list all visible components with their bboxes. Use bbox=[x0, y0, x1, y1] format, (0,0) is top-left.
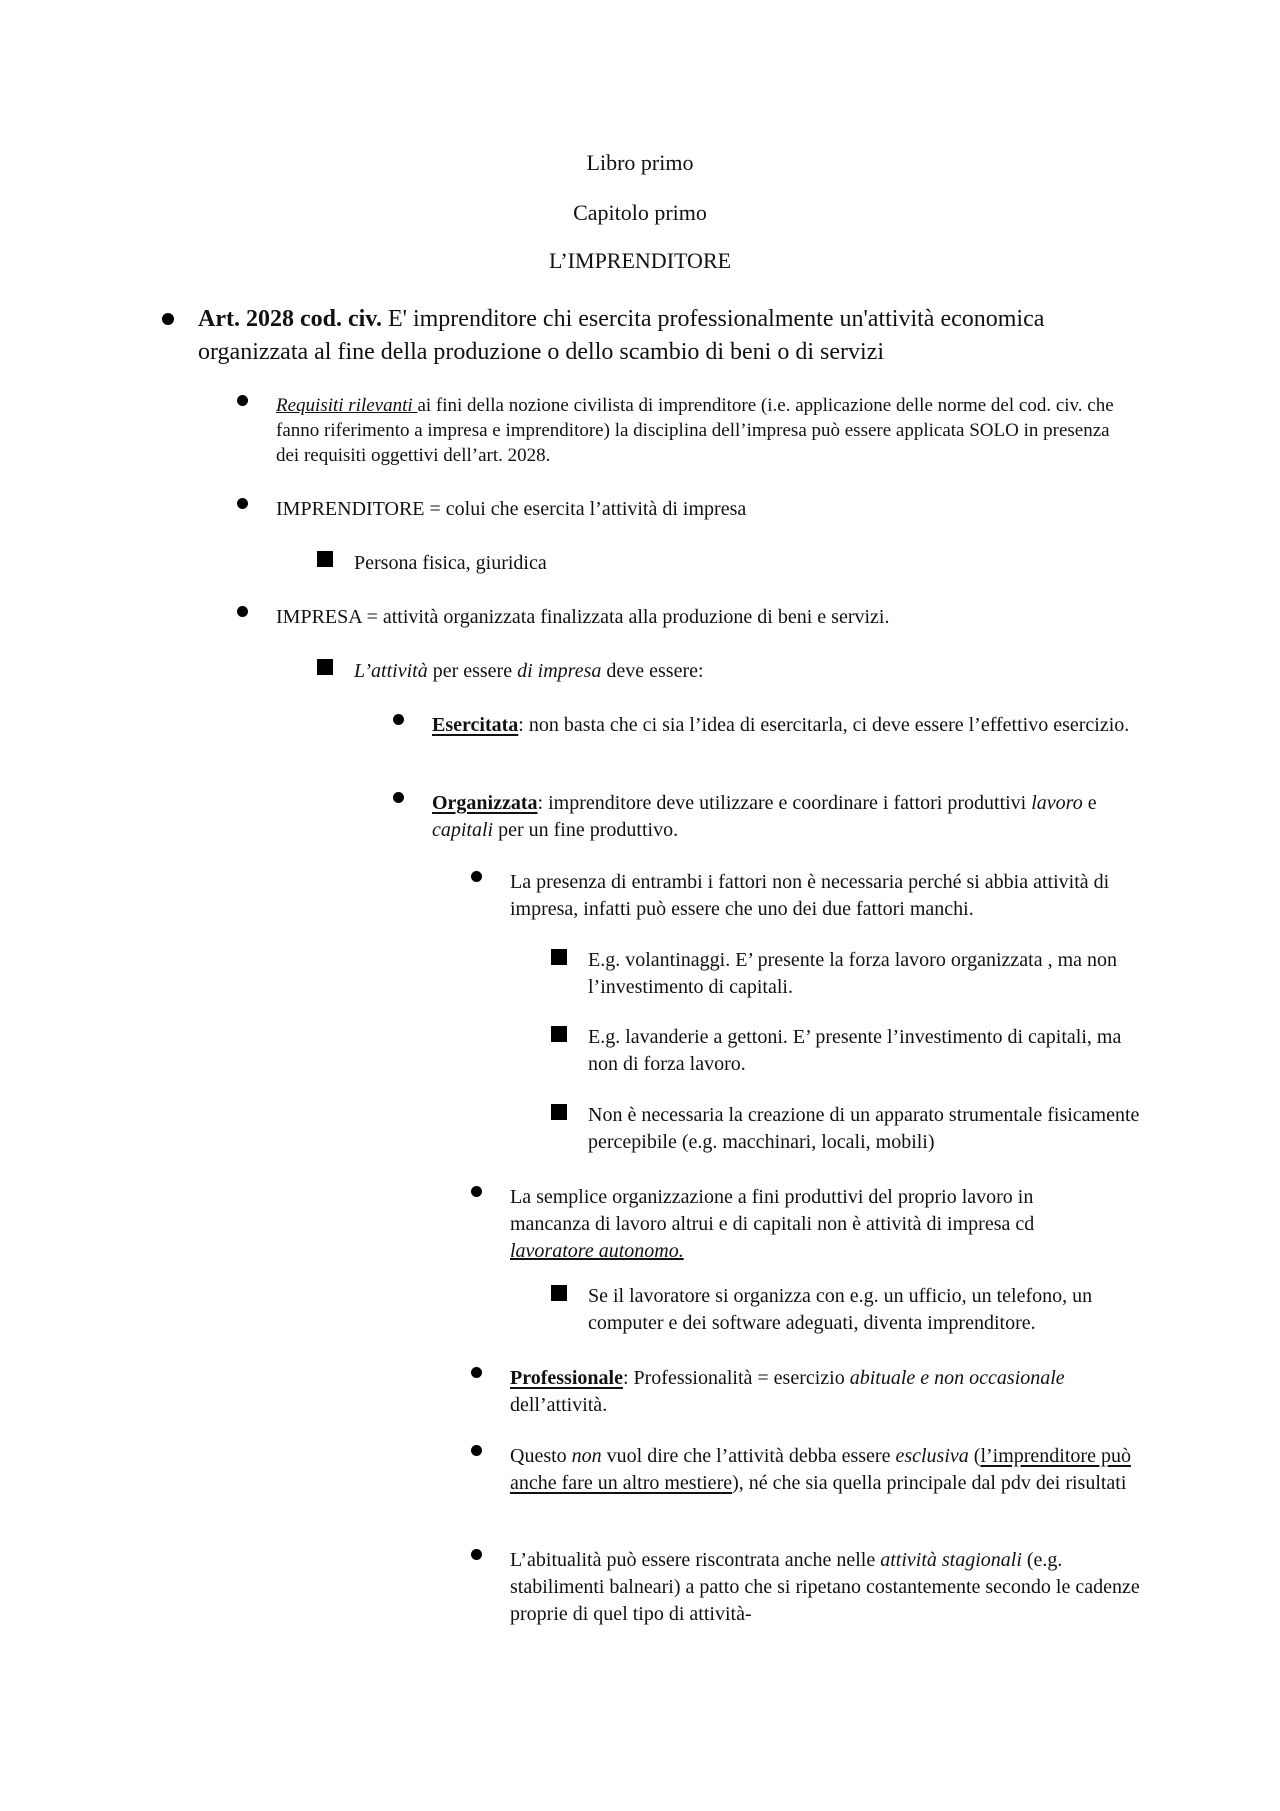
requisiti-label: Requisiti rilevanti bbox=[276, 395, 418, 416]
questo-underline: l’imprenditore può anche fare un altro mestiere bbox=[510, 1445, 1131, 1494]
attivita-end: deve essere: bbox=[601, 660, 704, 682]
organizzata-and: e bbox=[1082, 792, 1097, 814]
professionale-italic: abituale e non occasionale bbox=[849, 1367, 1065, 1389]
bullet-dot-icon bbox=[237, 606, 248, 617]
list-item-impresa: IMPRESA = attività organizzata finalizzata alla produzione di beni e servizi. bbox=[276, 606, 890, 628]
bullet-dot-icon bbox=[237, 395, 248, 406]
semplice-text: La semplice organizzazione a fini produttivi del proprio lavoro in mancanza di lavoro altrui e di capitali non è attività di impresa cd bbox=[510, 1186, 1035, 1235]
list-item-lavanderie: E.g. lavanderie a gettoni. E’ presente l’investimento di capitali, ma non di forza lavoro. bbox=[588, 1026, 1122, 1075]
book-heading: Libro primo bbox=[586, 150, 694, 175]
list-item-organizzata bbox=[432, 790, 1162, 844]
questo-text: Questo bbox=[510, 1445, 572, 1467]
page-title: L’IMPRENDITORE bbox=[548, 248, 732, 273]
questo-non: non bbox=[571, 1445, 602, 1467]
list-item-imprenditore: IMPRENDITORE = colui che esercita l’attività di impresa bbox=[276, 498, 747, 520]
organizzata-label: Organizzata bbox=[432, 792, 538, 814]
list-item-persona: Persona fisica, giuridica bbox=[354, 552, 547, 574]
chapter-heading: Capitolo primo bbox=[573, 200, 707, 225]
esercitata-text: : non basta che ci sia l’idea di esercitarla, ci deve essere l’effettivo esercizio. bbox=[518, 714, 1130, 736]
list-item-semplice bbox=[510, 1184, 1110, 1265]
bullet-square-icon bbox=[551, 1104, 567, 1120]
organizzata-text-end: per un fine produttivo. bbox=[493, 819, 679, 841]
professionale-label: Professionale bbox=[510, 1367, 623, 1389]
organizzata-text: : imprenditore deve utilizzare e coordinare i fattori produttivi bbox=[537, 792, 1032, 814]
abitualita-italic: attività stagionali bbox=[880, 1549, 1022, 1571]
list-item-volantinaggi: E.g. volantinaggi. E’ presente la forza lavoro organizzata , ma non l’investimento di capitali. bbox=[588, 949, 1118, 998]
article-label: Art. 2028 cod. civ. bbox=[198, 306, 382, 332]
requisiti-text: ai fini della nozione civilista di imprenditore (i.e. applicazione delle norme del cod. civ. che fanno riferimento a impresa e imprenditore) la disciplina dell’impresa può essere applicata SOLO in presenza dei requisiti oggettivi dell’art. 2028. bbox=[276, 395, 1114, 466]
bullet-dot-icon bbox=[471, 1186, 482, 1197]
bullet-dot-icon bbox=[471, 871, 482, 882]
bullet-square-icon bbox=[551, 949, 567, 965]
list-item-art-2028 bbox=[198, 303, 1138, 369]
list-item-esercitata bbox=[432, 712, 1132, 739]
attivita-italic-2: di impresa bbox=[517, 660, 602, 682]
list-item-presenza: La presenza di entrambi i fattori non è necessaria perché si abbia attività di impresa, infatti può essere che uno dei due fattori manchi. bbox=[510, 871, 1110, 920]
professionale-text: : Professionalità = esercizio bbox=[622, 1367, 850, 1389]
list-item-abitualita bbox=[510, 1547, 1150, 1628]
bullet-dot-icon bbox=[471, 1445, 482, 1456]
bullet-square-icon bbox=[551, 1285, 567, 1301]
list-item-apparato: Non è necessaria la creazione di un apparato strumentale fisicamente percepibile (e.g. macchinari, locali, mobili) bbox=[588, 1104, 1140, 1153]
esercitata-label: Esercitata bbox=[432, 714, 519, 736]
attivita-mid: per essere bbox=[427, 660, 518, 682]
organizzata-capitali: capitali bbox=[432, 819, 494, 841]
questo-text-2: vuol dire che l’attività debba essere bbox=[601, 1445, 896, 1467]
abitualita-text: L’abitualità può essere riscontrata anche nelle bbox=[510, 1549, 881, 1571]
bullet-dot-icon bbox=[393, 792, 404, 803]
semplice-italic: lavoratore autonomo. bbox=[510, 1240, 684, 1262]
list-item-ufficio: Se il lavoratore si organizza con e.g. un ufficio, un telefono, un computer e dei software adeguati, diventa imprenditore. bbox=[588, 1285, 1093, 1334]
questo-esclusiva: esclusiva bbox=[895, 1445, 969, 1467]
abitualita-text-end: (e.g. stabilimenti balneari) a patto che si ripetano costantemente secondo le cadenze proprie di quel tipo di attività- bbox=[510, 1549, 1140, 1625]
bullet-dot-icon bbox=[471, 1549, 482, 1560]
list-item-requisiti bbox=[276, 393, 1126, 468]
bullet-square-icon bbox=[317, 659, 333, 675]
bullet-dot-icon bbox=[162, 313, 174, 325]
attivita-italic: L’attività bbox=[354, 660, 428, 682]
bullet-square-icon bbox=[317, 551, 333, 567]
article-text: E' imprenditore chi esercita professionalmente un'attività economica organizzata al fine della produzione o dello scambio di beni o di servizi bbox=[198, 306, 1045, 365]
organizzata-lavoro: lavoro bbox=[1031, 792, 1083, 814]
bullet-dot-icon bbox=[471, 1367, 482, 1378]
professionale-end: dell’attività. bbox=[510, 1394, 608, 1416]
list-item-questo bbox=[510, 1443, 1160, 1497]
questo-paren: ( bbox=[968, 1445, 981, 1467]
questo-text-end: ), né che sia quella principale dal pdv dei risultati bbox=[732, 1472, 1127, 1494]
bullet-square-icon bbox=[551, 1026, 567, 1042]
list-item-professionale bbox=[510, 1365, 1150, 1419]
list-item-attivita bbox=[354, 658, 1114, 685]
bullet-dot-icon bbox=[237, 498, 248, 509]
bullet-dot-icon bbox=[393, 714, 404, 725]
